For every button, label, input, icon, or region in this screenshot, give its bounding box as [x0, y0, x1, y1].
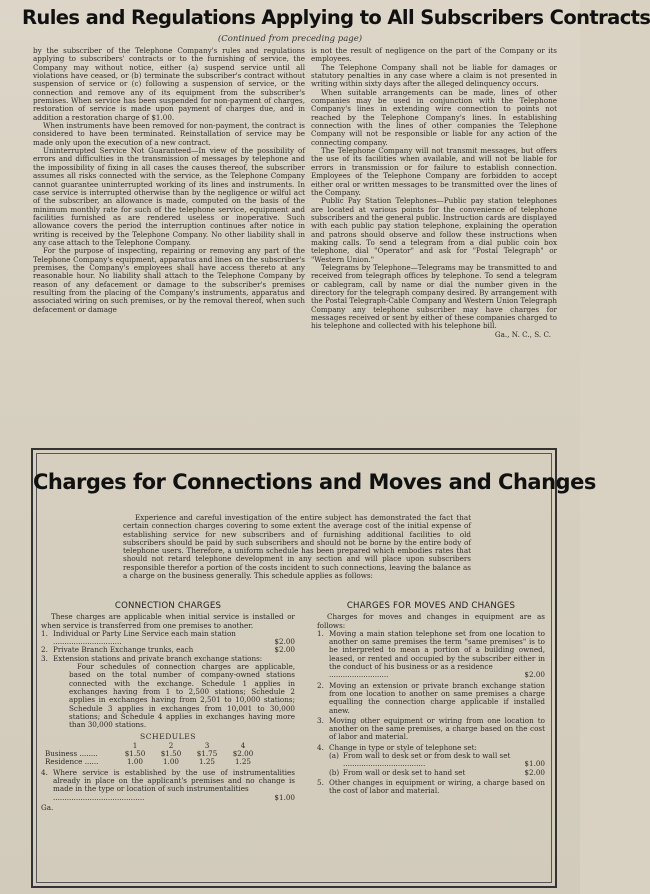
item-text: Change in type or style of telephone set:	[329, 742, 477, 752]
item-text: From wall or desk set to hand set	[343, 767, 466, 777]
moves-changes-section	[317, 602, 545, 796]
paragraph: For the purpose of inspecting, repairing or removing any part of the Telephone Company's equipment, apparatus and lines on the subscriber's premises, the Company's employees shall have access thereto at any reasonable hour. No liability shall attach to the Telephone Company by reason of any defacement or damage to the subscriber's premises resulting from the placing of the Company's instruments, apparatus and associated wiring on such premises, or by the removal thereof, when such defacement or damage	[33, 246, 305, 314]
item-number: 2.	[41, 645, 48, 655]
item-body	[343, 769, 545, 777]
price-leader: ........................................	[53, 792, 145, 802]
connection-lead: These charges are applicable when initial service is installed or when service is transferred from one premises to another.	[41, 612, 295, 630]
item-text: Moving an extension or private branch exchange station from one location to another on same premises a charge equalling the connection charge applicable if installed anew.	[329, 680, 545, 715]
table-cell: 1.25	[234, 757, 251, 767]
item-number: 2.	[317, 680, 324, 690]
item-text: Extension stations and private branch exchange stations:	[53, 653, 263, 663]
item-text: Moving other equipment or wiring from one location to another on the same premises, a charge based on the cost of labor and material.	[329, 715, 545, 742]
box-title: Charges for Connections and Moves and Changes	[33, 470, 596, 494]
paragraph: Public Pay Station Telephones—Public pay station telephones are located at various points for the convenience of telephone subscribers and the general public. Instruction cards are displayed with each public pay station telephone, explaining the operation and patrons should observe and follow these instructions when making calls. To send a telegram from a dial public coin box telephone, dial "Operator" and ask for "Postal Telegraph" or "Western Union."	[311, 196, 557, 264]
schedule-number: 4	[240, 740, 246, 750]
connection-charges-heading: CONNECTION CHARGES	[114, 601, 222, 611]
paragraph: When suitable arrangements can be made, lines of other companies may be used in conjunction with the Telephone Company's lines in extending wire connection to points not reached by the Telephone Company's lines. In establishing connection with the lines of other companies the Telephone Company will not be responsible or liable for any action of the connecting company.	[311, 87, 557, 147]
price-leader: ..........................	[329, 670, 389, 680]
table-cell: $1.50	[124, 749, 146, 759]
item-number: 5.	[317, 777, 324, 787]
item-text: From wall to desk set or from desk to wall set	[343, 751, 511, 761]
table-cell: 1.00	[126, 757, 143, 767]
schedule-number: 3	[204, 740, 210, 750]
moves-changes-heading: CHARGES FOR MOVES AND CHANGES	[346, 601, 516, 611]
table-cell: $1.50	[160, 749, 182, 759]
price-value: $1.00	[524, 759, 545, 769]
intro-paragraph: Experience and careful investigation of the entire subject has demonstrated the fact that certain connection charges covering to some extent the average cost of the initial expense of establishing service for new subscribers and of furnishing additional facilities to old subscribers should be paid by such subscribers and should not be borne by the entire body of telephone users. Therefore, a uniform schedule has been prepared which embodies rates that should not retard telephone development in any section and will place upon subscribers responsible therefor a portion of the costs incident to such connections, leaving the balance as a charge on the business generally. This schedule applies as follows:	[123, 513, 471, 581]
table-cell: 1.00	[162, 757, 179, 767]
item-number: 3.	[317, 715, 324, 725]
paragraph: by the subscriber of the Telephone Company's rules and regulations applying to subscribers' contracts or to the furnishing of service, the Company may without notice, either (a) suspend service until all violations have ceased, or (b) terminate the subscriber's contract without suspension of service or (c) following a suspension of service, or the connection and remove any of its equipment from the subscriber's premises. When service has been suspended for non-payment of charges, restoration of service is made upon payment of charges due, and in addition a restoration charge of $1.00.	[33, 46, 305, 122]
item-number: (a)	[329, 751, 339, 761]
residence-label: Residence	[45, 757, 83, 767]
schedule-number: 1	[132, 740, 138, 750]
price-value: $1.00	[274, 792, 295, 802]
price-value: $2.00	[524, 767, 545, 777]
page-title: Rules and Regulations Applying to All Subscribers Contracts	[22, 6, 650, 29]
connection-charges-section	[41, 602, 295, 812]
paragraph: Uninterrupted Service Not Guaranteed—In view of the possibility of errors and difficulties in the transmission of messages by telephone and the impossibility of fixing in all cases the causes thereof, the subscriber assumes all risks connected with the service, as the Telephone Company cannot guarantee uninterrupted working of its lines and instruments. In case service is interrupted otherwise than by the negligence or wilful act of the subscriber, an allowance is made, computed on the basis of the minimum monthly rate for such of the telephone service, equipment and facilities furnished as are rendered useless or inoperative. Such allowance covers the period the interruption continues after notice in writing is received by the Telephone Company. No other liability shall in any case attach to the Telephone Company.	[33, 146, 305, 247]
table-cell: $2.00	[232, 749, 254, 759]
list-item	[317, 630, 545, 680]
item-text: Other changes in equipment or wiring, a charge based on the cost of labor and material.	[329, 777, 545, 796]
item-body	[343, 752, 545, 769]
table-row	[43, 758, 261, 766]
item-number: 1.	[317, 628, 324, 638]
paragraph: is not the result of negligence on the part of the Company or its employees.	[311, 46, 557, 64]
price-value: $2.00	[524, 670, 545, 680]
sub-item	[317, 769, 545, 777]
price-value: $2.00	[274, 637, 295, 647]
state-signature: Ga., N. C., S. C.	[494, 329, 551, 339]
sub-item	[317, 752, 545, 769]
list-item	[317, 717, 545, 742]
schedules-table	[43, 742, 261, 767]
item-body	[53, 769, 295, 802]
item-body	[329, 630, 545, 680]
paragraph: When instruments have been removed for non-payment, the contract is considered to have been terminated. Reinstallation of service may be made only upon the execution of a new contract.	[33, 121, 305, 147]
paragraph: The Telephone Company will not transmit messages, but offers the use of its facilities when available, and will not be liable for errors in transmission or for failure to establish connection. Employees of the Telephone Company are forbidden to accept either oral or written messages to be transmitted over the lines of the Company.	[311, 146, 557, 197]
business-label: Business	[45, 749, 78, 759]
row-label: Business ........	[45, 749, 98, 759]
price-line	[53, 794, 295, 802]
item-body	[53, 630, 295, 647]
state-footer: Ga.	[41, 802, 54, 812]
item-text: Where service is established by the use of instrumentalities already in place on the applicant's premises and no change is made in the type or location of such instrumentalities	[53, 767, 295, 794]
price-leader: ....................................	[343, 759, 426, 769]
schedule-description: Four schedules of connection charges are applicable, based on the total number of company-owned stations connected with the exchange. Schedule 1 applies in exchanges having from 1 to 2,500 stations; Schedule 2 applies in exchanges having from 2,501 to 10,000 stations; Schedule 3 applies in exchanges from 10,001 to 30,000 stations; and Schedule 4 applies in exchanges having more than 30,000 stations.	[69, 662, 295, 730]
price-line	[329, 671, 545, 679]
list-item	[317, 682, 545, 715]
intro-text	[123, 514, 471, 580]
item-number: 4.	[317, 742, 324, 752]
list-item	[41, 630, 295, 647]
item-number: 3.	[41, 653, 48, 663]
item-text: Private Branch Exchange trunks, each	[53, 645, 194, 655]
price-value: $2.00	[274, 645, 295, 655]
rules-column-left	[33, 47, 305, 412]
table-cell: $1.75	[196, 749, 218, 759]
schedules-heading: SCHEDULES	[140, 732, 196, 742]
schedule-number: 2	[168, 740, 174, 750]
item-number: (b)	[329, 767, 340, 777]
list-item	[41, 769, 295, 802]
rules-column-right	[311, 47, 557, 412]
paragraph: The Telephone Company shall not be liable for damages or statutory penalties in any case where a claim is not presented in writing within sixty days after the alleged delinquency occurs.	[311, 62, 557, 89]
list-item	[317, 779, 545, 796]
price-leader: ..............................	[53, 637, 122, 647]
charges-box	[31, 448, 596, 888]
moves-lead: Charges for moves and changes in equipment are as follows:	[317, 612, 545, 630]
table-cell: 1.25	[198, 757, 215, 767]
item-number: 1.	[41, 628, 48, 638]
item-text: Moving a main station telephone set from one location to another on same premises the term "same premises" is to be interpreted to mean a portion of a building owned, leased, or rented and occupied by the subscriber either in the conduct of his business or as a residence	[329, 628, 545, 672]
item-text: Individual or Party Line Service each main station	[53, 628, 236, 638]
page-subtitle: (Continued from preceding page)	[217, 34, 363, 44]
paragraph: Telegrams by Telephone—Telegrams may be transmitted to and received from telegraph offices by telephone. To send a telegram or cablegram, call by name or dial the number given in the directory for the telegraph company desired. By arrangement with the Postal Telegraph-Cable Company and Western Union Telegraph Company any telephone subscriber may have charges for messages received or sent by either of these companies charged to his telephone and collected with his telephone bill.	[311, 262, 557, 331]
row-label: Residence ......	[45, 757, 99, 767]
item-number: 4.	[41, 767, 48, 777]
